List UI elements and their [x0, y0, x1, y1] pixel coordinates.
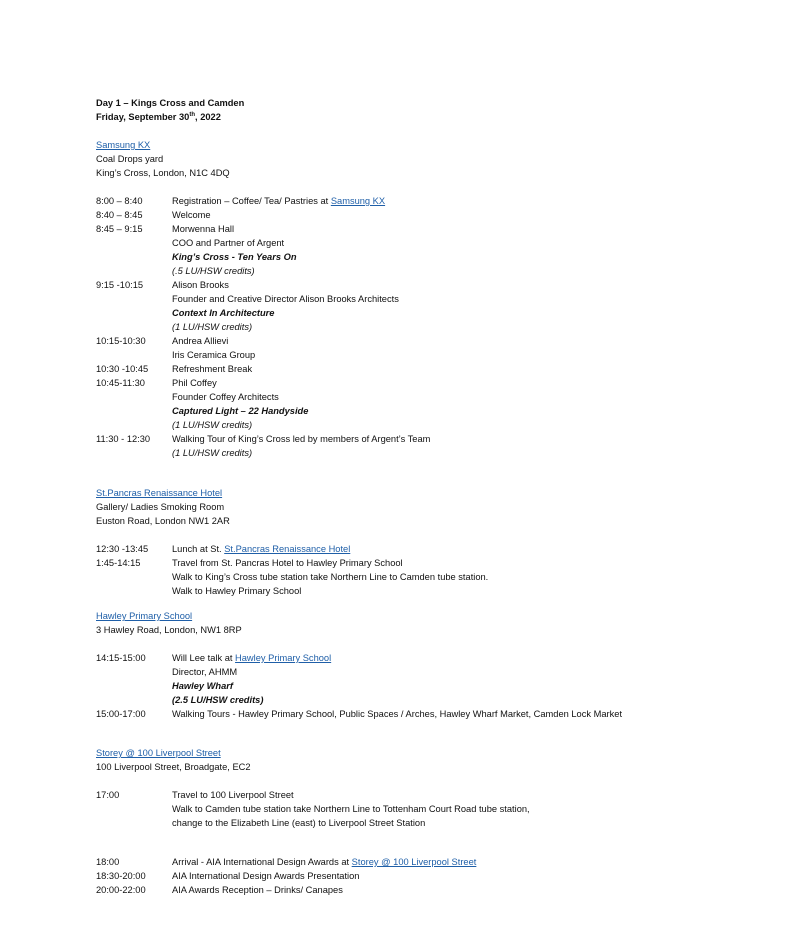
- venue-stpancras-address-2: Euston Road, London NW1 2AR: [96, 516, 230, 526]
- hawley-inline-link[interactable]: Hawley Primary School: [235, 653, 332, 663]
- credits-note: (1 LU/HSW credits): [172, 420, 253, 430]
- schedule-row: [96, 349, 776, 361]
- schedule-time: 10:45-11:30: [96, 378, 145, 388]
- schedule-row: [96, 884, 776, 896]
- schedule-row: [96, 321, 776, 333]
- schedule-time: 11:30 - 12:30: [96, 434, 151, 444]
- schedule-desc: Arrival - AIA International Design Awards at Storey @ 100 Liverpool Street: [172, 857, 477, 867]
- speaker-name: Phil Coffey: [172, 378, 217, 388]
- schedule-desc: change to the Elizabeth Line (east) to Liverpool Street Station: [172, 818, 426, 828]
- venue-stpancras-heading: [96, 487, 222, 499]
- schedule-desc: Walk to King’s Cross tube station take Northern Line to Camden tube station.: [172, 572, 489, 582]
- credits-note: (1 LU/HSW credits): [172, 448, 253, 458]
- schedule-row: [96, 335, 776, 347]
- schedule-time: 18:30-20:00: [96, 871, 146, 881]
- schedule-row: [96, 251, 776, 263]
- schedule-row: [96, 265, 776, 277]
- schedule-time: 12:30 -13:45: [96, 544, 149, 554]
- schedule-desc: Registration – Coffee/ Tea/ Pastries at Samsung KX: [172, 196, 386, 206]
- event-date: Friday, September 30th, 2022: [96, 111, 221, 122]
- schedule-desc: AIA International Design Awards Presentation: [172, 871, 360, 881]
- talk-title: Captured Light – 22 Handyside: [172, 406, 309, 416]
- schedule-row: [96, 585, 776, 597]
- schedule-row: [96, 195, 776, 207]
- speaker-name: Andrea Allievi: [172, 336, 229, 346]
- venue-hawley-heading: [96, 610, 192, 622]
- day-title: Day 1 – Kings Cross and Camden: [96, 98, 245, 108]
- schedule-row: [96, 789, 776, 801]
- venue-stpancras-address-1: Gallery/ Ladies Smoking Room: [96, 502, 225, 512]
- schedule-time: 15:00-17:00: [96, 709, 146, 719]
- schedule-time: 9:15 -10:15: [96, 280, 144, 290]
- schedule-row: [96, 209, 776, 221]
- schedule-row: [96, 293, 776, 305]
- speaker-role: Director, AHMM: [172, 667, 238, 677]
- schedule-desc: Travel from St. Pancras Hotel to Hawley Primary School: [172, 558, 403, 568]
- schedule-desc: Welcome: [172, 210, 211, 220]
- schedule-row: [96, 543, 776, 555]
- schedule-row: [96, 237, 776, 249]
- schedule-time: 10:30 -10:45: [96, 364, 149, 374]
- speaker-name: Morwenna Hall: [172, 224, 235, 234]
- schedule-row: [96, 279, 776, 291]
- schedule-row: [96, 223, 776, 235]
- schedule-row: [96, 447, 776, 459]
- schedule-row: [96, 419, 776, 431]
- schedule-row: [96, 870, 776, 882]
- speaker-role: Founder and Creative Director Alison Brooks Architects: [172, 294, 399, 304]
- speaker-name: Alison Brooks: [172, 280, 229, 290]
- venue-hawley-address: 3 Hawley Road, London, NW1 8RP: [96, 625, 242, 635]
- credits-note: (.5 LU/HSW credits): [172, 266, 255, 276]
- schedule-desc: Walk to Hawley Primary School: [172, 586, 302, 596]
- schedule-row: [96, 856, 776, 868]
- schedule-row: [96, 377, 776, 389]
- stpancras-inline-link[interactable]: St.Pancras Renaissance Hotel: [224, 544, 351, 554]
- schedule-row: [96, 666, 776, 678]
- stpancras-link[interactable]: St.Pancras Renaissance Hotel: [96, 488, 223, 498]
- talk-title: Hawley Wharf: [172, 681, 233, 691]
- schedule-desc: Travel to 100 Liverpool Street: [172, 790, 294, 800]
- speaker-role: Founder Coffey Architects: [172, 392, 279, 402]
- schedule-time: 8:45 – 9:15: [96, 224, 143, 234]
- schedule-row: [96, 680, 776, 692]
- schedule-time: 18:00: [96, 857, 120, 867]
- schedule-row: [96, 571, 776, 583]
- schedule-desc: Walking Tour of King’s Cross led by members of Argent’s Team: [172, 434, 431, 444]
- schedule-row: [96, 803, 776, 815]
- talk-title: King’s Cross - Ten Years On: [172, 252, 297, 262]
- samsung-kx-link[interactable]: Samsung KX: [96, 140, 151, 150]
- venue-samsung-address-2: King’s Cross, London, N1C 4DQ: [96, 168, 230, 178]
- schedule-desc: Refreshment Break: [172, 364, 253, 374]
- schedule-row: [96, 694, 776, 706]
- storey-link[interactable]: Storey @ 100 Liverpool Street: [96, 748, 221, 758]
- schedule-time: 17:00: [96, 790, 120, 800]
- venue-storey-heading: [96, 747, 221, 759]
- venue-samsung-heading: [96, 139, 150, 151]
- schedule-row: [96, 557, 776, 569]
- speaker-role: Iris Ceramica Group: [172, 350, 256, 360]
- schedule-row: [96, 363, 776, 375]
- schedule-time: 8:00 – 8:40: [96, 196, 143, 206]
- schedule-row: [96, 391, 776, 403]
- talk-title: Context In Architecture: [172, 308, 275, 318]
- schedule-time: 20:00-22:00: [96, 885, 146, 895]
- schedule-desc: Walk to Camden tube station take Northern Line to Tottenham Court Road tube station,: [172, 804, 530, 814]
- schedule-time: 8:40 – 8:45: [96, 210, 143, 220]
- credits-note: (2.5 LU/HSW credits): [172, 695, 264, 705]
- schedule-time: 10:15-10:30: [96, 336, 146, 346]
- schedule-time: 14:15-15:00: [96, 653, 146, 663]
- speaker-role: COO and Partner of Argent: [172, 238, 285, 248]
- schedule-row: [96, 307, 776, 319]
- samsung-kx-inline-link[interactable]: Samsung KX: [330, 196, 386, 206]
- schedule-desc: AIA Awards Reception – Drinks/ Canapes: [172, 885, 343, 895]
- schedule-desc: Lunch at St. St.Pancras Renaissance Hotel: [172, 544, 351, 554]
- schedule-desc: Walking Tours - Hawley Primary School, Public Spaces / Arches, Hawley Wharf Market, Camden Lock Market: [172, 709, 623, 719]
- schedule-row: [96, 708, 776, 720]
- hawley-link[interactable]: Hawley Primary School: [96, 611, 193, 621]
- schedule-row: [96, 433, 776, 445]
- schedule-row: [96, 652, 776, 664]
- schedule-desc: Will Lee talk at Hawley Primary School: [172, 653, 332, 663]
- schedule-time: 1:45-14:15: [96, 558, 141, 568]
- credits-note: (1 LU/HSW credits): [172, 322, 253, 332]
- storey-inline-link[interactable]: Storey @ 100 Liverpool Street: [351, 857, 477, 867]
- venue-samsung-address-1: Coal Drops yard: [96, 154, 164, 164]
- schedule-row: [96, 405, 776, 417]
- schedule-row: [96, 817, 776, 829]
- venue-storey-address: 100 Liverpool Street, Broadgate, EC2: [96, 762, 251, 772]
